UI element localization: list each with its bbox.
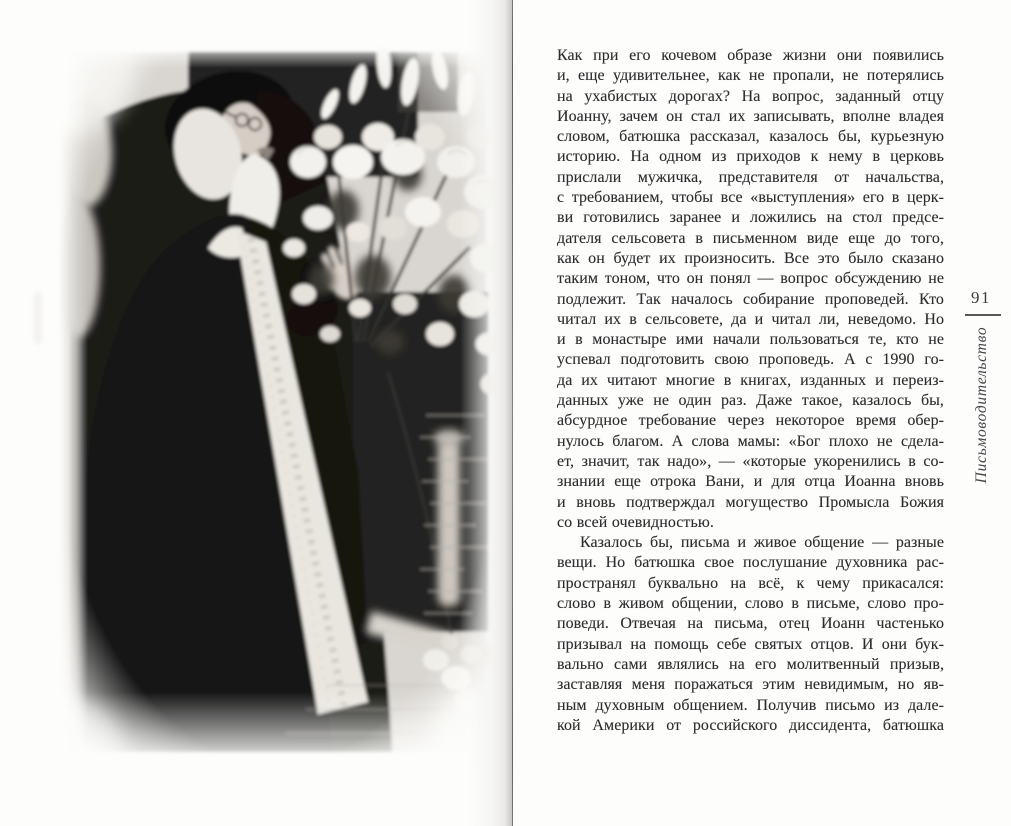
text-line: Казалось бы, письма и живое общение — разные — [580, 534, 944, 552]
page-number-rule — [965, 314, 1001, 316]
text-line: Иоанну, зачем он стал их записывать, вполне владея — [557, 107, 944, 125]
text-line: да их читают многие в книгах, изданных и переиз- — [557, 371, 944, 389]
text-line: поведи. Отвечая на письма, отец Иоанн частенько — [557, 615, 944, 633]
text-line: ви готовились заранее и ложились на стол предсе- — [557, 209, 944, 227]
text-line: ет, значит, так надо», — «которые укоренились в со- — [557, 452, 944, 470]
text-line: данных уже не один раз. Даже такое, казалось бы, — [557, 392, 944, 410]
text-line: ным духовным общением. Получив письмо из дале- — [557, 696, 944, 714]
text-line: на ухабистых дорогах? На вопрос, заданный отцу — [557, 87, 944, 105]
body-text — [557, 46, 944, 736]
text-line: Как при его кочевом образе жизни они появились — [557, 47, 944, 64]
text-line: кой Америки от российского диссидента, батюшка — [557, 716, 944, 734]
text-line: словом, батюшка рассказал, казалось бы, курьезную — [557, 128, 944, 146]
text-line: дателя сельсовета в письменном виде еще до того, — [557, 229, 944, 247]
show-through-ghost — [34, 292, 42, 344]
text-line: прислали мужичка, представителя от начальства, — [557, 168, 944, 186]
priest-photo-illustration — [58, 42, 498, 767]
text-line: вещи. Но батюшка свое послушание духовника рас- — [557, 554, 944, 572]
left-page — [0, 0, 505, 826]
text-line: как он будет их произносить. Все это было сказано — [557, 249, 944, 267]
text-line: и в монастыре ими начали пользоваться те, кто не — [557, 331, 944, 349]
text-line: и, еще удивительнее, как не пропали, не потерялись — [557, 67, 944, 85]
text-line: подлежит. Так началось собирание проповедей. Кто — [557, 290, 944, 308]
text-line: таким тоном, что он понял — вопрос обсуждению не — [557, 270, 944, 288]
text-line: знании еще отрока Вани, и для отца Иоанна вновь — [557, 473, 944, 491]
text-line: читал их в сельсовете, да и читал ли, неведомо. Но — [557, 310, 944, 328]
text-line: пространял буквально на всё, к чему прикасался: — [557, 574, 944, 592]
text-line: нулось благом. А слова мамы: «Бог плохо не сдела- — [557, 432, 944, 450]
page-number: 91 — [971, 288, 991, 307]
text-line: слово в живом общении, слово в письме, слово про- — [557, 595, 944, 613]
text-line: призывал на помощь себе святых отцов. И они бук- — [557, 635, 944, 653]
text-line: абсурдное требование через некоторое время обер- — [557, 412, 944, 430]
text-line: историю. На одном из приходов к нему в церковь — [557, 148, 944, 166]
text-line: успевал подготовить свою проповедь. А с 1990 го- — [557, 351, 944, 369]
text-line: и вновь подтверждал могущество Промысла Божия — [557, 493, 944, 511]
text-line: с требованием, чтобы все «выступления» его в церк- — [557, 189, 944, 207]
text-line: вально сами являлись на его молитвенный призыв, — [557, 655, 944, 673]
running-title: Письмоводительство — [973, 326, 990, 484]
text-line: заставляя меня поражаться этим невидимым, но яв- — [557, 676, 944, 694]
priest-photo — [58, 42, 498, 767]
text-line: со всей очевидностью. — [557, 513, 714, 531]
